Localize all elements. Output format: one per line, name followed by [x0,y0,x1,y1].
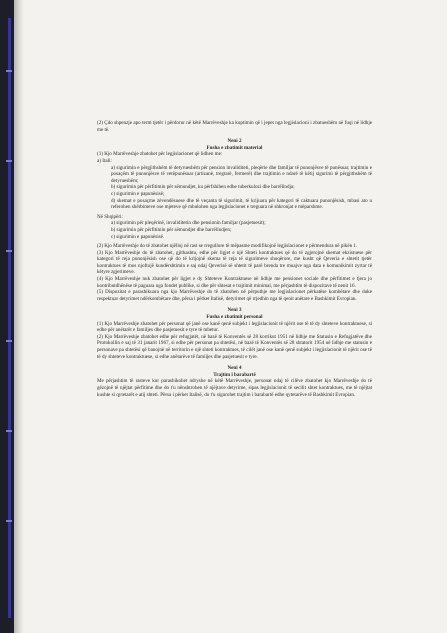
article-4-para-1: Me përjashtim të rasteve kur parashikohet ndryshe në këtë Marrëveshje, personat ndaj të cilëve zbatohet kjo Marrëveshje do të gëzojnë të njëjtat përfitime dhe do t'u nënshtrohen të njëjtave detyrime, sipas legjislacionit të secilit shtet kontraktues, me të njëjtat kushte si qytetarët e atij shteti. Përsa i përket Italisë, do t'u sigurohet trajtim i barabartë edhe qytetarëve të Bashkimit Evropian. [97,378,372,398]
article-3-heading: Neni 3 [227,307,242,314]
article-2-title: Fusha e zbatimit material [206,144,263,151]
article-2-item: c) sigurimin e papunësisë. [111,233,165,240]
article-2-item: b) sigurimin për përfitimin për sëmundjet dhe barrëlindjen; [111,226,232,233]
article-3-title: Fusha e zbatimit personal [206,314,263,321]
article-2-para-1-lead: (1) Kjo Marrëveshje zbatohet për legjislacionet që lidhen me: [97,151,223,158]
article-2-country-italy: a) Itali: [97,157,112,164]
page-binding-shadow [14,0,24,633]
article-2-item: a) sigurimin e përgjithshëm të detyrueshëm për pension invaliditeti, pleqërie dhe familjar të punonjësve të punësuar, trajtimin e posaçëm të punonjësve të vetëpunësuar (artizanë, tregtarë, fermerë) dhe trajtimin e ndarë të këtij sigurimi të përgjithshëm të detyrueshëm; [111,164,372,184]
article-2-country-albania: Në Shqipëri: [97,213,123,220]
binding-mark [6,70,12,72]
article-2-heading: Neni 2 [227,138,242,145]
article-3-para-2: (2) Kjo Marrëveshje zbatohet edhe për refugjatët, në bazë të Konventës së 28 korrikut 1951 në lidhje me Statusin e Refugjatëve dhe Protokollin e saj të 31 janarit 1967, si edhe për personat pa shtetësi, në bazë të Konventës së 28 shtatorit 1954 në lidhje me statusin e personave pa shtetësi që banojnë në territorin e një shteti kontraktues, të cilët janë ose kanë qenë subjekt i legjislacionit të njërit ose të të dy shteteve kontraktuese, si edhe anëtarëve të familjes dhe pasjetuesit e tyre. [97,333,372,360]
binding-mark [6,160,12,162]
intro-paragraph: (2) Çdo shpenzje apo term tjetër i përdorur në këtë Marrëveshje ka kuptimin që i jepet nga legjislacioni i zbatueshëm në fuqi në lidhje me të. [97,120,372,133]
binding-strip [8,18,11,618]
article-2-para-3: (3) Kjo Marrëveshje do të zbatohet, gjithashtu, edhe për ligjet e një Shteti kontraktues që do të zgjerojnë skemat ekzistuese për kategori të reja punonjësish ose që do të krijojnë skema të reja të sigurimeve shoqërore, me kusht që Qeveria e shtetit tjetër kontraktues të mos njoftojë kundërshtimin e saj ndaj Qeverisë së shtetit të parë brenda tre muajve nga data e komunikimit zyrtar të këtyre zgjerimeve. [97,249,372,276]
binding-mark [6,430,12,432]
article-2-item: c) sigurimin e papunësisë; [111,190,165,197]
article-2-para-4: (4) Kjo Marrëveshje nuk zbatohet për ligjet e dy Shteteve Kontraktuese në lidhje me pensionet sociale dhe përfitimet e tjera jo kontributdhënëse të paguara nga fondet publike, si dhe për shtesat e trajtimit minimal, me përjashtim të dispozitave të nenit 16. [97,276,372,289]
article-2-para-2: (2) Kjo Marrëveshje do të zbatohet njëlloj në rast se rregullore të mëpasme modifikojnë legjislacionet e përmendura në pikën 1. [97,243,358,250]
binding-mark [6,340,12,342]
article-2-item: a) sigurimin për pleqërinë, invaliditetin dhe pensionin familjar (pasjetuesit); [111,220,266,227]
article-3-para-1: (1) Kjo Marrëveshje zbatohet për personat që janë ose kanë qenë subjekt i legjislacionit të njërit ose të të dy shteteve kontraktuese, si edhe për anëtarët e familjes dhe pasjetuesit e tyre të mbetur. [97,320,372,334]
document-body [97,120,372,398]
article-2-para-5: (5) Dispozitat e parashikuara nga kjo Marrëveshje do të zbatohen në përputhje me legjislacionet përkatëse kombëtare dhe duke respektuar detyrimet ndërkombëtare dhe, përsa i përket Italisë, detyrimet që rrjedhin nga të qenit anëtare e Bashkimit Evropian. [97,289,372,302]
article-4-heading: Neni 4 [227,365,242,372]
article-4-title: Trajtim i barabartë [213,371,256,378]
binding-mark [6,250,12,252]
article-2-item: b) sigurimin për përfitimin për sëmundjet, ku përfshihen edhe tuberkulozi dhe barrëlindja; [111,184,295,191]
scan-dark-edge [0,0,14,633]
article-2-item: d) skemat e posaçme zëvendësuese dhe të veçanta të sigurimit, të krijuara për kategori të caktuara punonjësish, mbasi ato u referohen shërbimeve ose mjeteve që mbulohen nga legjislacionet e treguara në shkronjat e mëparshme. [111,197,372,211]
binding-mark [6,520,12,522]
